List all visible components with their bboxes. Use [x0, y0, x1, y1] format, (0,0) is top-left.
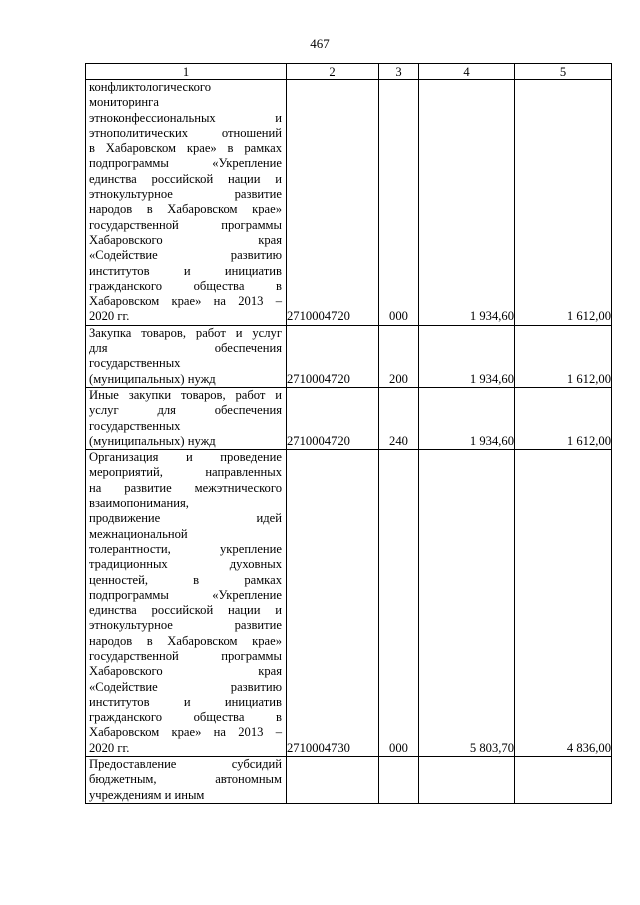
- description-line: Иные закупки товаров, работ и: [89, 387, 282, 402]
- target-article-code: 2710004720: [287, 325, 379, 387]
- amount-col-5: 4 836,00: [515, 450, 612, 757]
- table-body: [86, 64, 612, 804]
- description-line: государственной программы: [89, 648, 282, 663]
- row-description: [86, 387, 287, 449]
- description-line: мониторинга: [89, 95, 159, 110]
- header-col-2: 2: [287, 64, 379, 80]
- description-line: подпрограммы «Укрепление: [89, 156, 282, 171]
- budget-table: [85, 63, 612, 804]
- description-line: толерантности, укрепление: [89, 541, 282, 556]
- description-line: бюджетным, автономным: [89, 772, 282, 787]
- description-line: институтов и инициатив: [89, 694, 282, 709]
- amount-col-4: 5 803,70: [419, 450, 515, 757]
- description-line: мероприятий, направленных: [89, 465, 282, 480]
- description-line: конфликтологического: [89, 80, 212, 94]
- amount-col-5: 1 612,00: [515, 325, 612, 387]
- amount-col-4: 1 934,60: [419, 80, 515, 326]
- description-line: (муниципальных) нужд: [89, 433, 216, 448]
- description-line: народов в Хабаровском крае»: [89, 633, 282, 648]
- table-header-row: [86, 64, 612, 80]
- description-line: Хабаровском крае» на 2013 –: [89, 294, 282, 309]
- row-description: [86, 80, 287, 326]
- description-line: «Содействие развитию: [89, 679, 282, 694]
- amount-col-5: 1 612,00: [515, 80, 612, 326]
- description-line: единства российской нации и: [89, 171, 282, 186]
- amount-col-4: 1 934,60: [419, 325, 515, 387]
- description-line: этнополитических отношений: [89, 125, 282, 140]
- expense-type-code: 200: [379, 325, 419, 387]
- header-col-4: 4: [419, 64, 515, 80]
- header-col-3: 3: [379, 64, 419, 80]
- amount-col-5: 1 612,00: [515, 387, 612, 449]
- description-line: межнациональной: [89, 526, 188, 541]
- description-line: на развитие межэтнического: [89, 480, 282, 495]
- description-line: Хабаровского края: [89, 232, 282, 247]
- expense-type-code: [379, 757, 419, 804]
- description-line: взаимопонимания,: [89, 496, 189, 511]
- row-description: [86, 325, 287, 387]
- description-line: продвижение идей: [89, 511, 282, 526]
- expense-type-code: 000: [379, 450, 419, 757]
- target-article-code: [287, 757, 379, 804]
- table-row: [86, 325, 612, 387]
- row-description: [86, 757, 287, 804]
- page-number: 467: [310, 36, 330, 51]
- description-line: государственной программы: [89, 217, 282, 232]
- amount-col-4: 1 934,60: [419, 387, 515, 449]
- description-line: (муниципальных) нужд: [89, 371, 216, 386]
- table-row: [86, 757, 612, 804]
- table-row: [86, 80, 612, 326]
- description-line: этнокультурное развитие: [89, 187, 282, 202]
- table-row: [86, 387, 612, 449]
- description-line: «Содействие развитию: [89, 248, 282, 263]
- description-line: 2020 гг.: [89, 309, 130, 324]
- table-row: [86, 450, 612, 757]
- description-line: единства российской нации и: [89, 603, 282, 618]
- description-line: гражданского общества в: [89, 710, 282, 725]
- expense-type-code: 240: [379, 387, 419, 449]
- description-line: ценностей, в рамках: [89, 572, 282, 587]
- description-line: подпрограммы «Укрепление: [89, 587, 282, 602]
- description-line: гражданского общества в: [89, 278, 282, 293]
- description-line: в Хабаровском крае» в рамках: [89, 141, 282, 156]
- description-line: институтов и инициатив: [89, 263, 282, 278]
- description-line: Хабаровском крае» на 2013 –: [89, 725, 282, 740]
- description-line: традиционных духовных: [89, 557, 282, 572]
- description-line: этноконфессиональных и: [89, 110, 282, 125]
- amount-col-4: [419, 757, 515, 804]
- description-line: Закупка товаров, работ и услуг: [89, 325, 282, 340]
- target-article-code: 2710004730: [287, 450, 379, 757]
- description-line: этнокультурное развитие: [89, 618, 282, 633]
- description-line: народов в Хабаровском крае»: [89, 202, 282, 217]
- description-line: Предоставление субсидий: [89, 757, 282, 772]
- header-col-1: 1: [86, 64, 287, 80]
- description-line: государственных: [89, 418, 181, 433]
- row-description: [86, 450, 287, 757]
- target-article-code: 2710004720: [287, 387, 379, 449]
- description-line: услуг для обеспечения: [89, 403, 282, 418]
- description-line: учреждениям и иным: [89, 787, 205, 802]
- amount-col-5: [515, 757, 612, 804]
- description-line: Хабаровского края: [89, 664, 282, 679]
- description-line: Организация и проведение: [89, 450, 282, 465]
- description-line: для обеспечения: [89, 341, 282, 356]
- description-line: государственных: [89, 356, 181, 371]
- target-article-code: 2710004720: [287, 80, 379, 326]
- expense-type-code: 000: [379, 80, 419, 326]
- description-line: 2020 гг.: [89, 740, 130, 755]
- header-col-5: 5: [515, 64, 612, 80]
